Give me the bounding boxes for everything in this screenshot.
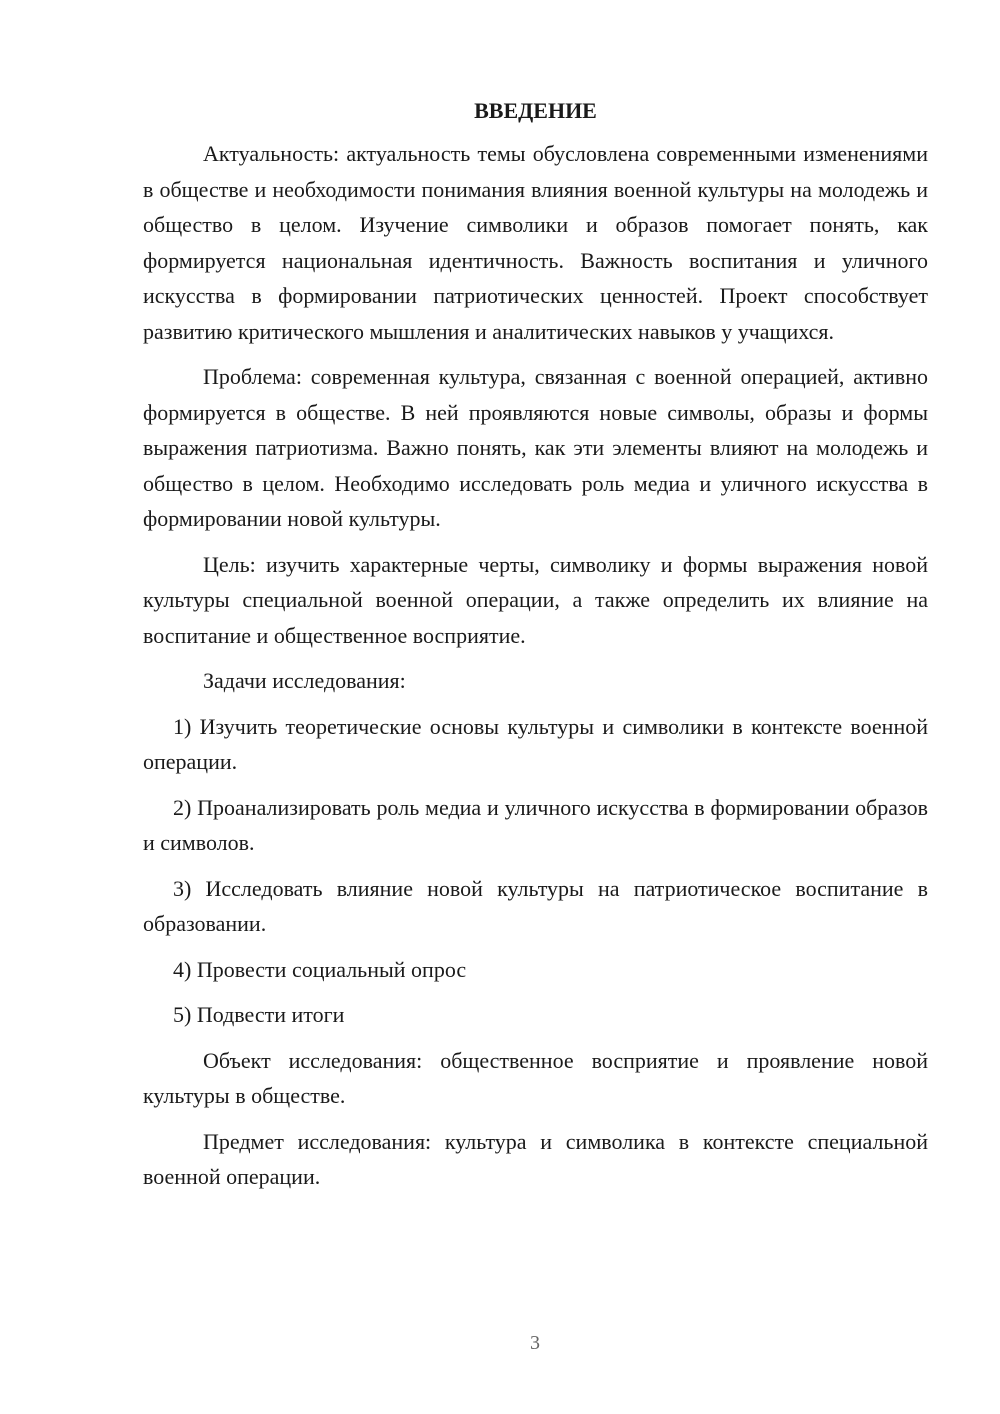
tasks-list [143, 709, 928, 1033]
paragraph-object: Объект исследования: общественное восприятие и проявление новой культуры в обществе. [143, 1047, 928, 1108]
list-item: 2) Проанализировать роль медиа и уличного искусства в формировании образов и символов. [143, 794, 928, 855]
tasks-title: Задачи исследования: [203, 668, 406, 693]
page-number: 3 [530, 1332, 540, 1354]
paragraph-goal: Цель: изучить характерные черты, символику и формы выражения новой культуры специальной военной операции, а также определить их влияние на воспитание и общественное восприятие. [143, 551, 928, 648]
list-item: 3) Исследовать влияние новой культуры на патриотическое воспитание в образовании. [143, 875, 928, 936]
list-item: 1) Изучить теоретические основы культуры и символики в контексте военной операции. [143, 713, 928, 774]
list-item: 5) Подвести итоги [173, 1002, 345, 1027]
paragraph-problem: Проблема: современная культура, связанная с военной операцией, активно формируется в обществе. В ней проявляются новые символы, образы и формы выражения патриотизма. Важно понять, как эти элементы влияют на молодежь и общество в целом. Необходимо исследовать роль медиа и уличного искусства в формировании новой культуры. [143, 364, 928, 531]
paragraph-subject: Предмет исследования: культура и символика в контексте специальной военной операции. [143, 1128, 928, 1189]
page-content [143, 96, 928, 1205]
paragraph-relevance: Актуальность: актуальность темы обусловлена современными изменениями в обществе и необходимости понимания влияния военной культуры на молодежь и общество в целом. Изучение символики и образов помогает понять, как формируется национальная идентичность. Важность воспитания и уличного искусства в формировании патриотических ценностей. Проект способствует развитию критического мышления и аналитических навыков у учащихся. [143, 141, 928, 344]
section-heading: ВВЕДЕНИЕ [474, 98, 597, 123]
list-item: 4) Провести социальный опрос [173, 956, 467, 982]
